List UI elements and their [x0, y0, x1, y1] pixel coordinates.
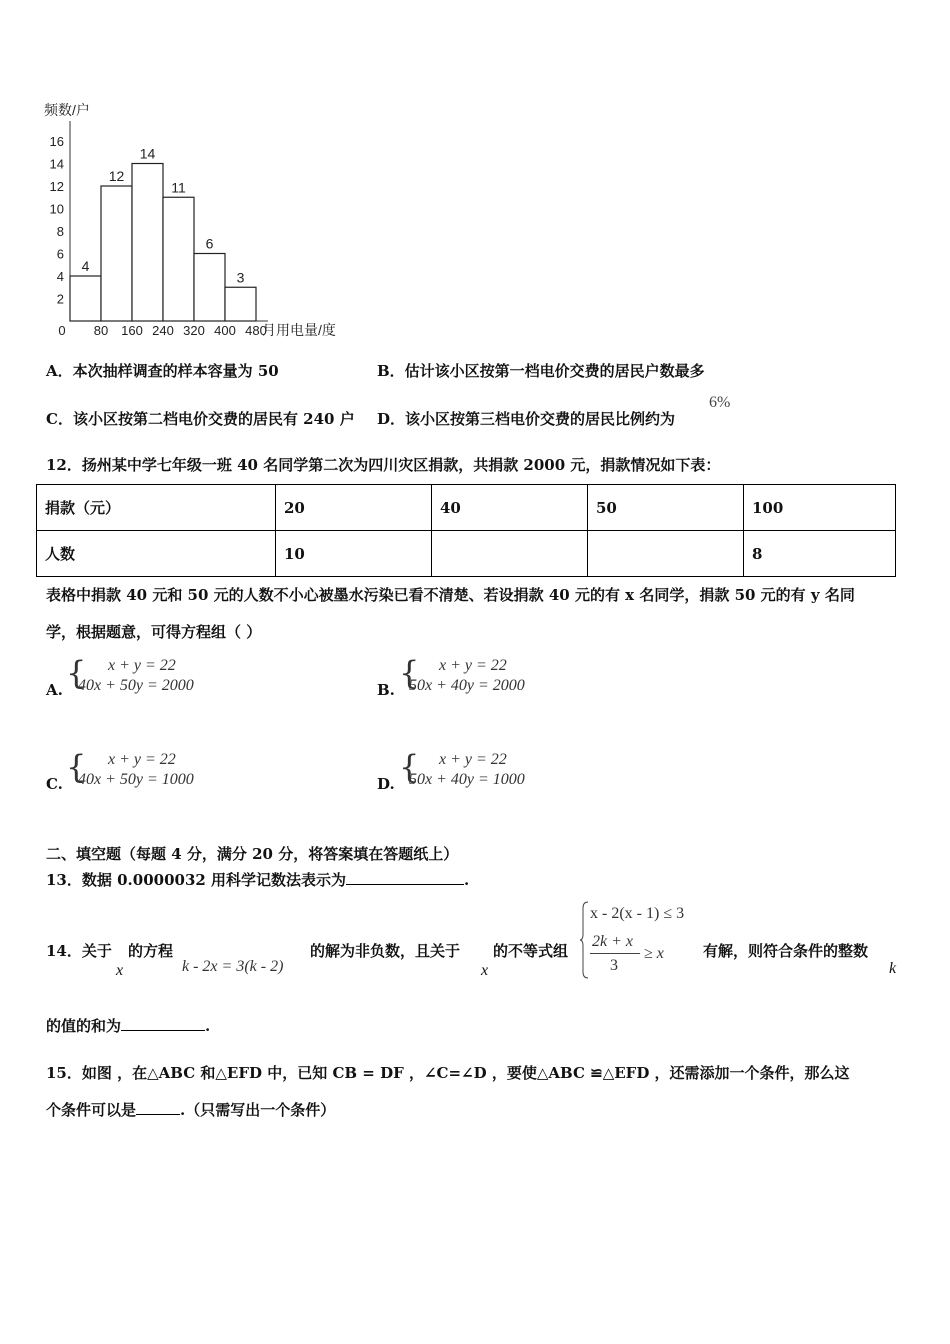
- answer-blank[interactable]: [346, 870, 464, 885]
- table-row: [37, 485, 896, 531]
- q15-line2-text: 个条件可以是: [46, 1101, 137, 1119]
- bar-value-label: 12: [108, 168, 125, 184]
- q12-text-line2: 学，根据题意，可得方程组（ ）: [46, 623, 262, 641]
- fraction-denominator: 3: [610, 957, 618, 974]
- x-tick-label: 240: [152, 323, 174, 338]
- inequality-relation: ≥ x: [644, 945, 664, 962]
- table-cell: 40: [432, 485, 588, 531]
- histogram-bar: [101, 186, 132, 321]
- y-tick-label: 10: [49, 201, 64, 217]
- option-label: B.: [377, 681, 395, 699]
- bar-value-label: 11: [171, 179, 186, 196]
- x-tick-label: 320: [183, 323, 205, 338]
- bar-value-label: 6: [205, 235, 214, 252]
- brace-icon: {: [399, 654, 420, 692]
- answer-blank[interactable]: [121, 1016, 205, 1031]
- option-label: D.: [377, 775, 395, 793]
- histogram-bar: [225, 287, 256, 321]
- q11-option-a: A．本次抽样调查的样本容量为 50: [46, 362, 279, 380]
- histogram-bar: [194, 254, 225, 322]
- q15-line2: [46, 1099, 335, 1120]
- table-cell: 50: [588, 485, 744, 531]
- y-tick-label: 16: [49, 134, 64, 149]
- option-label: A.: [46, 681, 63, 699]
- equation-2: 40x + 50y = 2000: [78, 677, 194, 694]
- x-tick-label: 160: [121, 323, 143, 338]
- q11-option-b: B．估计该小区按第一档电价交费的居民户数最多: [377, 362, 705, 380]
- section-heading: 二、填空题（每题 4 分，满分 20 分，将答案填在答题纸上）: [46, 845, 459, 863]
- fraction-numerator: 2k + x: [592, 933, 633, 950]
- bar-value-label: 3: [236, 269, 245, 286]
- equation-1: x + y = 22: [108, 751, 176, 768]
- q14-text-ineq: 的不等式组: [493, 942, 569, 960]
- y-tick-label: 8: [56, 224, 64, 239]
- x-tick-label: 80: [93, 323, 109, 338]
- fraction-bar: [590, 953, 640, 954]
- q15-line1: 15．如图 ，在△ABC 和△EFD 中，已知 CB = DF ，∠C=∠D ，要使△ABC ≌△EFD ，还需添加一个条件，那么这: [46, 1064, 850, 1082]
- equation-2: 50x + 40y = 1000: [409, 771, 525, 788]
- q13-end: .: [464, 871, 470, 889]
- system-brace-icon: [580, 900, 590, 980]
- q14-var-x-2: x: [481, 962, 489, 979]
- inequality-1: x - 2(x - 1) ≤ 3: [590, 905, 685, 922]
- q13: [46, 869, 469, 890]
- equation-2: 50x + 40y = 2000: [409, 677, 525, 694]
- y-axis-label: 频数/户: [44, 102, 90, 118]
- bar-value-label: 14: [139, 145, 156, 162]
- table-row: [37, 531, 896, 577]
- table-cell: 8: [744, 531, 896, 577]
- q14-inequality-system: [580, 900, 700, 980]
- equation-1: x + y = 22: [439, 657, 507, 674]
- q14-text-mid: 的解为非负数，且关于: [310, 942, 461, 960]
- q14-line2-text: 的值的和为: [46, 1017, 122, 1035]
- q11-option-c: C．该小区按第二档电价交费的居民有 240 户: [46, 410, 355, 428]
- q14-text-eq: 的方程: [128, 942, 174, 960]
- histogram-bar: [70, 276, 101, 321]
- q14-text-end: 有解，则符合条件的整数: [703, 942, 869, 960]
- bar-value-label: 4: [81, 258, 90, 274]
- equation-1: x + y = 22: [108, 657, 176, 674]
- brace-icon: {: [66, 654, 87, 692]
- table-cell: 100: [744, 485, 896, 531]
- q15-line2-end: .（只需写出一个条件）: [180, 1101, 336, 1119]
- q14-var-x-1: x: [116, 962, 124, 979]
- y-tick-label: 14: [49, 156, 64, 172]
- table-cell: [588, 531, 744, 577]
- q14-line2: [46, 1015, 210, 1036]
- donation-table: [36, 484, 896, 577]
- x-tick-label: 480: [245, 323, 267, 338]
- equation-2: 40x + 50y = 1000: [78, 771, 194, 788]
- histogram-bar: [163, 197, 194, 321]
- brace-icon: {: [66, 748, 87, 786]
- option-label: C.: [46, 775, 63, 793]
- table-cell: 捐款（元）: [37, 485, 276, 531]
- y-tick-label: 6: [56, 246, 64, 262]
- table-cell: 10: [276, 531, 432, 577]
- q14-end: .: [205, 1017, 211, 1035]
- q14-prefix: 14．关于: [46, 942, 112, 960]
- x-tick-label: 400: [214, 323, 236, 338]
- q12-stem: 12．扬州某中学七年级一班 40 名同学第二次为四川灾区捐款，共捐款 2000 元，捐款情况如下表：: [46, 456, 721, 474]
- equation-1: x + y = 22: [439, 751, 507, 768]
- x-axis-label: 月用电量/度: [262, 322, 336, 338]
- q12-text-line1: 表格中捐款 40 元和 50 元的人数不小心被墨水污染已看不清楚、若设捐款 40 元的有 x 名同学，捐款 50 元的有 y 名同: [46, 586, 855, 604]
- y-tick-label: 4: [56, 269, 64, 284]
- y-tick-label: 2: [56, 291, 64, 307]
- q11-option-d-value: 6%: [709, 394, 731, 411]
- histogram-chart: [30, 95, 370, 345]
- brace-icon: {: [399, 748, 420, 786]
- table-cell: 20: [276, 485, 432, 531]
- x-tick-label: 0: [58, 323, 66, 338]
- q11-option-d: D．该小区按第三档电价交费的居民比例约为: [377, 410, 676, 428]
- table-cell: [432, 531, 588, 577]
- q14-equation: k - 2x = 3(k - 2): [182, 958, 284, 975]
- table-cell: 人数: [37, 531, 276, 577]
- histogram-bar: [132, 164, 163, 322]
- q13-text: 13．数据 0.0000032 用科学记数法表示为: [46, 871, 347, 889]
- q14-var-k: k: [889, 960, 897, 977]
- y-tick-label: 12: [49, 179, 64, 194]
- answer-blank[interactable]: [136, 1100, 180, 1115]
